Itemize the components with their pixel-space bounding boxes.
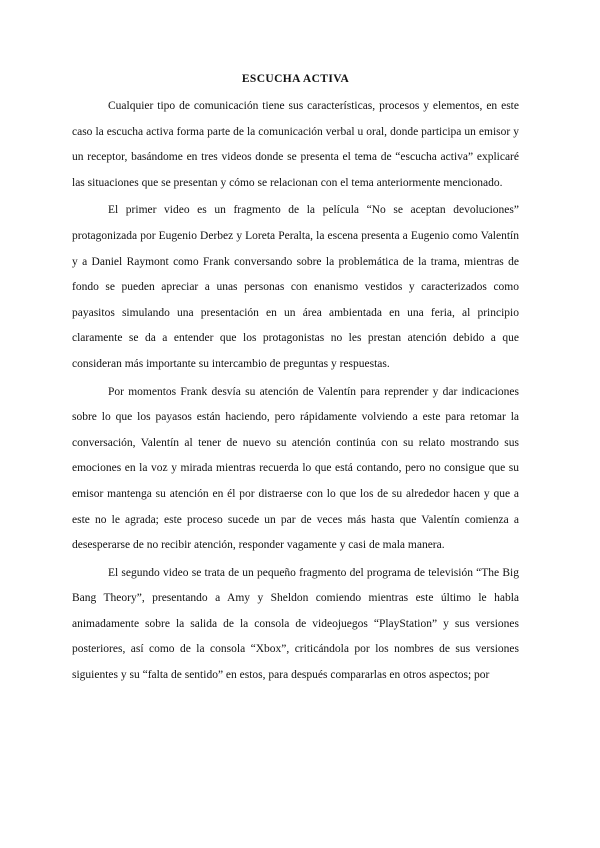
paragraph-1: Cualquier tipo de comunicación tiene sus características, procesos y elementos, en este caso la escucha activa forma parte de la comunicación verbal u oral, donde participa un emisor y un receptor, basándome en tres videos donde se presenta el tema de “escucha activa” explicaré las situaciones que se presentan y cómo se relacionan con el tema anteriormente mencionado.	[72, 100, 519, 189]
paragraph-3: Por momentos Frank desvía su atención de Valentín para reprender y dar indicaciones sobre lo que los payasos están haciendo, pero rápidamente volviendo a este para retomar la conversación, Valentín al tener de nuevo su atención continúa con su relato mostrando sus emociones en la voz y mirada mientras recuerda lo que está contando, pero no consigue que su emisor mantenga su atención en él por distraerse con lo que los de su alrededor hacen y que a este no le agrada; este proceso sucede un par de veces más hasta que Valentín comienza a desesperarse de no recibir atención, responder vagamente y casi de mala manera.	[72, 385, 519, 552]
document-body	[72, 66, 519, 689]
paragraph-2: El primer video es un fragmento de la película “No se aceptan devoluciones” protagonizada por Eugenio Derbez y Loreta Peralta, la escena presenta a Eugenio como Valentín y a Daniel Raymont como Frank conversando sobre la problemática de la trama, mientras de fondo se pueden apreciar a unas personas con enanismo vestidos y caracterizados como payasitos simulando una presentación en un área ambientada en una feria, al principio claramente se da a entender que los protagonistas no les prestan atención debido a que consideran más importante su intercambio de preguntas y respuestas.	[72, 204, 519, 370]
document-title: ESCUCHA ACTIVA	[241, 73, 350, 85]
paragraph-4: El segundo video se trata de un pequeño fragmento del programa de televisión “The Big Bang Theory”, presentando a Amy y Sheldon comiendo mientras este último le habla animadamente sobre la salida de la consola de videojuegos “PlayStation” y sus versiones posteriores, así como de la consola “Xbox”, criticándola por los nombres de sus versiones siguientes y su “falta de sentido” en estos, para después compararlas en otros aspectos; por	[72, 566, 519, 682]
